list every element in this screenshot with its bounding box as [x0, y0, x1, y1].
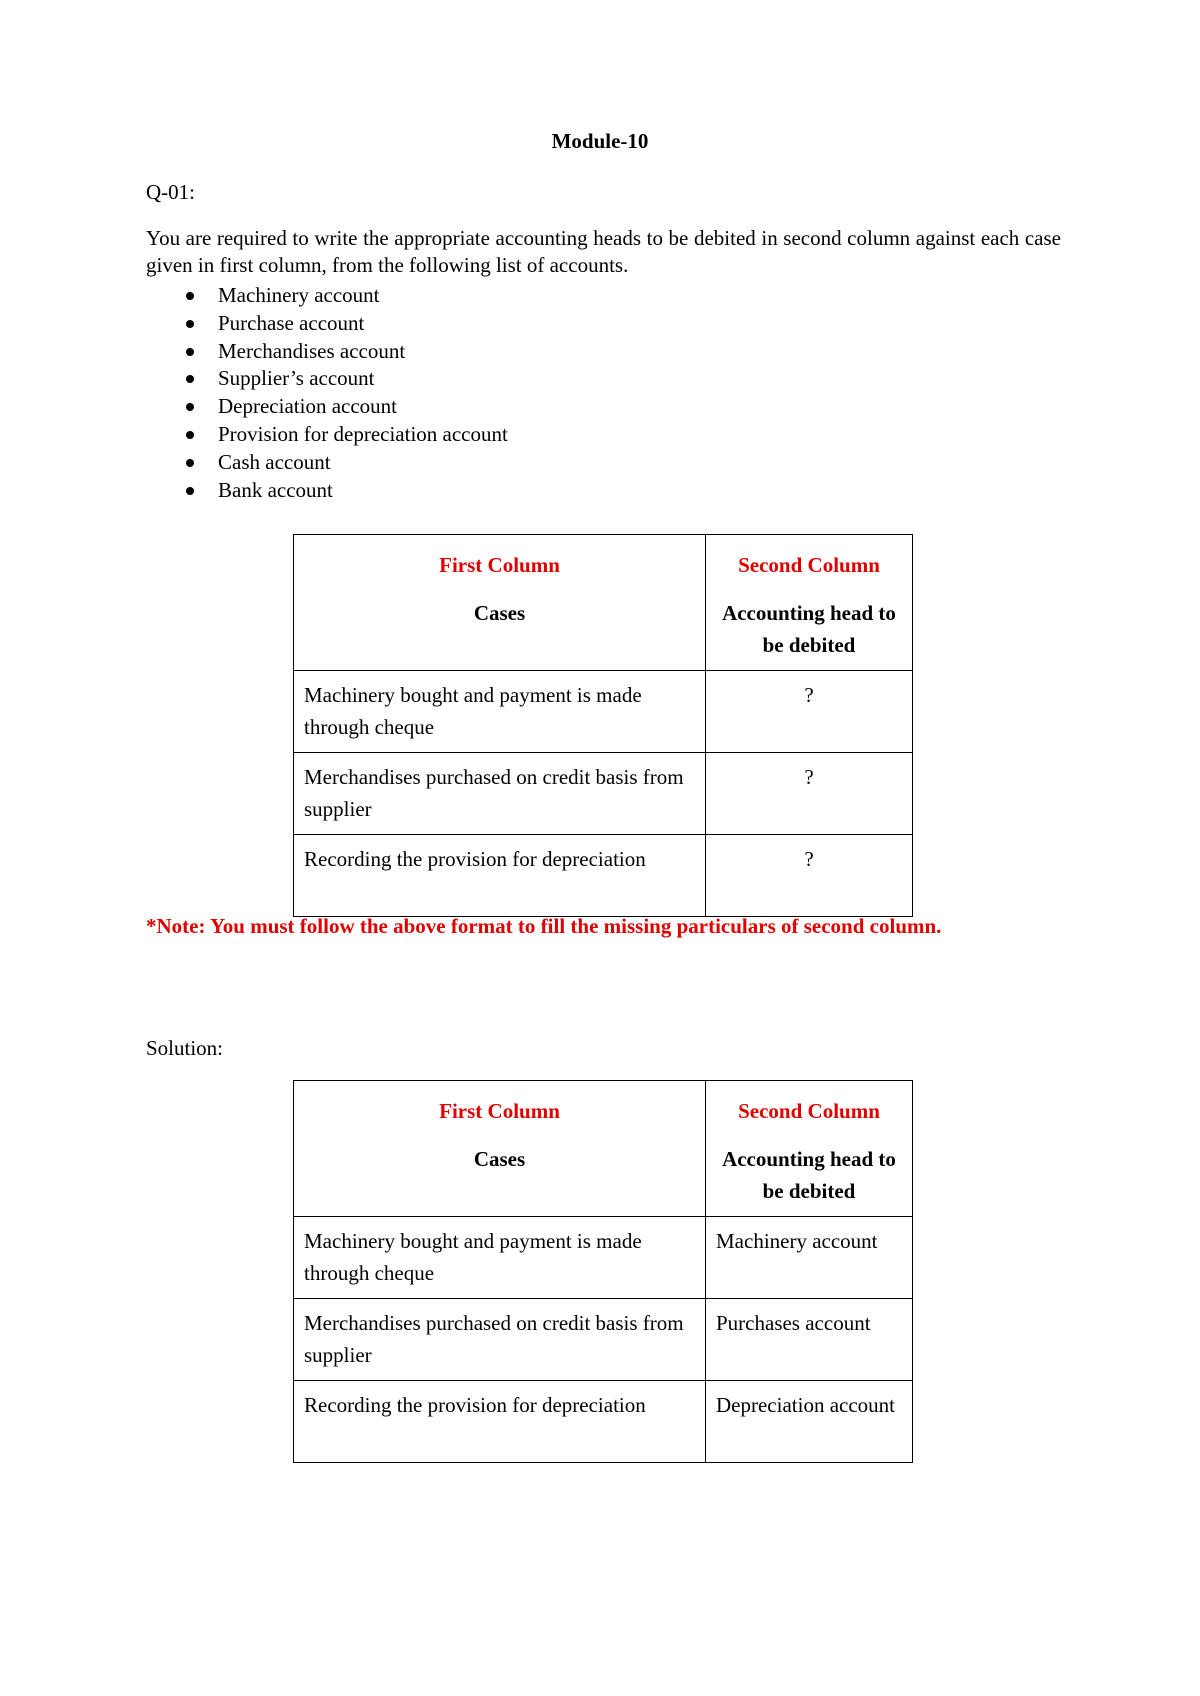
case-cell: Machinery bought and payment is made through cheque	[294, 671, 706, 753]
header-cell-second: Second Column Accounting head to be debited	[706, 1081, 913, 1217]
bullet-icon	[186, 320, 194, 328]
head-cell: ?	[706, 835, 913, 917]
head-cell: Purchases account	[706, 1299, 913, 1381]
case-cell: Recording the provision for depreciation	[294, 835, 706, 917]
case-cell: Recording the provision for depreciation	[294, 1381, 706, 1463]
list-item: Merchandises account	[146, 338, 508, 366]
table-row	[294, 835, 913, 917]
header-cell-second: Second Column Accounting head to be debited	[706, 535, 913, 671]
note-text: *Note: You must follow the above format to fill the missing particulars of second column.	[146, 914, 942, 938]
head-cell: ?	[706, 671, 913, 753]
bullet-icon	[186, 431, 194, 439]
accounts-list	[146, 282, 508, 504]
table-row	[294, 1381, 913, 1463]
bullet-icon	[186, 348, 194, 356]
bullet-icon	[186, 403, 194, 411]
table-header-row	[294, 1081, 913, 1217]
bullet-icon	[186, 459, 194, 467]
instruction-text: You are required to write the appropriate accounting heads to be debited in second column against each case given in first column, from the following list of accounts.	[146, 226, 1061, 277]
header-cell-first: First Column Cases	[294, 1081, 706, 1217]
list-item: Cash account	[146, 449, 508, 477]
page-title: Module-10	[551, 129, 649, 153]
list-item: Machinery account	[146, 282, 508, 310]
head-cell: ?	[706, 753, 913, 835]
bullet-icon	[186, 375, 194, 383]
solution-label: Solution:	[146, 1036, 224, 1060]
table-row	[294, 671, 913, 753]
case-cell: Merchandises purchased on credit basis from supplier	[294, 1299, 706, 1381]
solution-table	[293, 1080, 913, 1463]
list-item: Depreciation account	[146, 393, 508, 421]
case-cell: Machinery bought and payment is made through cheque	[294, 1217, 706, 1299]
question-table	[293, 534, 913, 917]
table-row	[294, 1217, 913, 1299]
table-header-row	[294, 535, 913, 671]
question-label: Q-01:	[146, 180, 195, 204]
case-cell: Merchandises purchased on credit basis from supplier	[294, 753, 706, 835]
list-item: Purchase account	[146, 310, 508, 338]
list-item: Bank account	[146, 477, 508, 505]
table-row	[294, 1299, 913, 1381]
bullet-icon	[186, 292, 194, 300]
table-row	[294, 753, 913, 835]
list-item: Provision for depreciation account	[146, 421, 508, 449]
head-cell: Depreciation account	[706, 1381, 913, 1463]
bullet-icon	[186, 487, 194, 495]
header-cell-first: First Column Cases	[294, 535, 706, 671]
list-item: Supplier’s account	[146, 365, 508, 393]
head-cell: Machinery account	[706, 1217, 913, 1299]
